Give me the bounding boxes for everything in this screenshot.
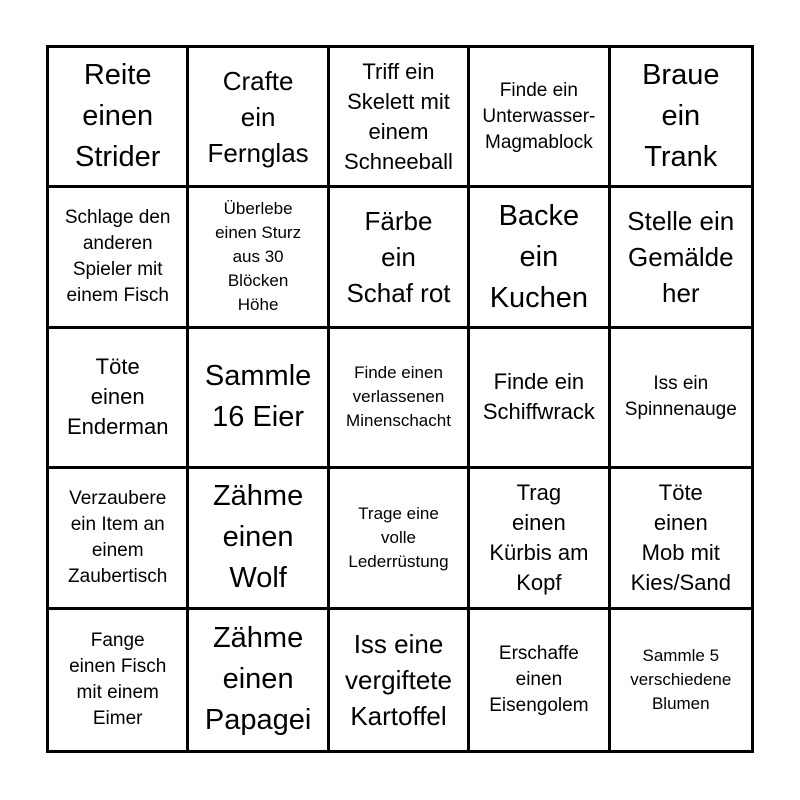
bingo-cell-r4c2[interactable]: Zähme einen Wolf	[189, 469, 329, 609]
bingo-cell-r1c5[interactable]: Braue ein Trank	[611, 48, 751, 188]
bingo-cell-r1c2[interactable]: Crafte ein Fernglas	[189, 48, 329, 188]
bingo-cell-r5c5[interactable]: Sammle 5 verschiedene Blumen	[630, 645, 732, 713]
bingo-cell-r4c5[interactable]: Töte einen Mob mit Kies/Sand	[611, 469, 751, 609]
bingo-cell-r5c1[interactable]: Fange einen Fisch mit einem Eimer	[49, 610, 189, 750]
bingo-cell-r2c2[interactable]: Überlebe einen Sturz aus 30 Blöcken Höhe	[189, 188, 329, 328]
bingo-cell-r4c4[interactable]: Trag einen Kürbis am Kopf	[470, 469, 610, 609]
bingo-cell-r3c1[interactable]: Töte einen Enderman	[49, 329, 189, 469]
bingo-cell-r2c3[interactable]: Färbe ein Schaf rot	[330, 188, 470, 328]
bingo-cell-r3c4[interactable]: Finde ein Schiffwrack	[470, 329, 610, 469]
bingo-cell-r3c5[interactable]: Iss ein Spinnenauge	[611, 329, 751, 469]
bingo-cell-r1c3[interactable]: Triff ein Skelett mit einem Schneeball	[330, 48, 470, 188]
bingo-cell-r5c3[interactable]: Iss eine vergiftete Kartoffel	[330, 610, 470, 750]
bingo-cell-r5c2[interactable]: Zähme einen Papagei	[189, 610, 329, 750]
bingo-cell-r2c1[interactable]: Schlage den anderen Spieler mit einem Fisch	[49, 188, 189, 328]
bingo-cell-r4c1[interactable]: Verzaubere ein Item an einem Zaubertisch	[49, 469, 189, 609]
bingo-cell-r2c5[interactable]: Stelle ein Gemälde her	[611, 188, 751, 328]
bingo-cell-r3c3[interactable]: Finde einen verlassenen Minenschacht	[330, 329, 470, 469]
bingo-cell-r3c2[interactable]: Sammle 16 Eier	[189, 329, 329, 469]
bingo-cell-r1c1[interactable]: Reite einen Strider	[49, 48, 189, 188]
bingo-cell-r5c4[interactable]: Erschaffe einen Eisengolem	[470, 610, 610, 750]
bingo-cell-r2c4[interactable]: Backe ein Kuchen	[470, 188, 610, 328]
bingo-cell-r1c4[interactable]: Finde ein Unterwasser- Magmablock	[470, 48, 610, 188]
bingo-cell-r4c3[interactable]: Trage eine volle Lederrüstung	[330, 469, 470, 609]
bingo-board	[46, 45, 754, 753]
